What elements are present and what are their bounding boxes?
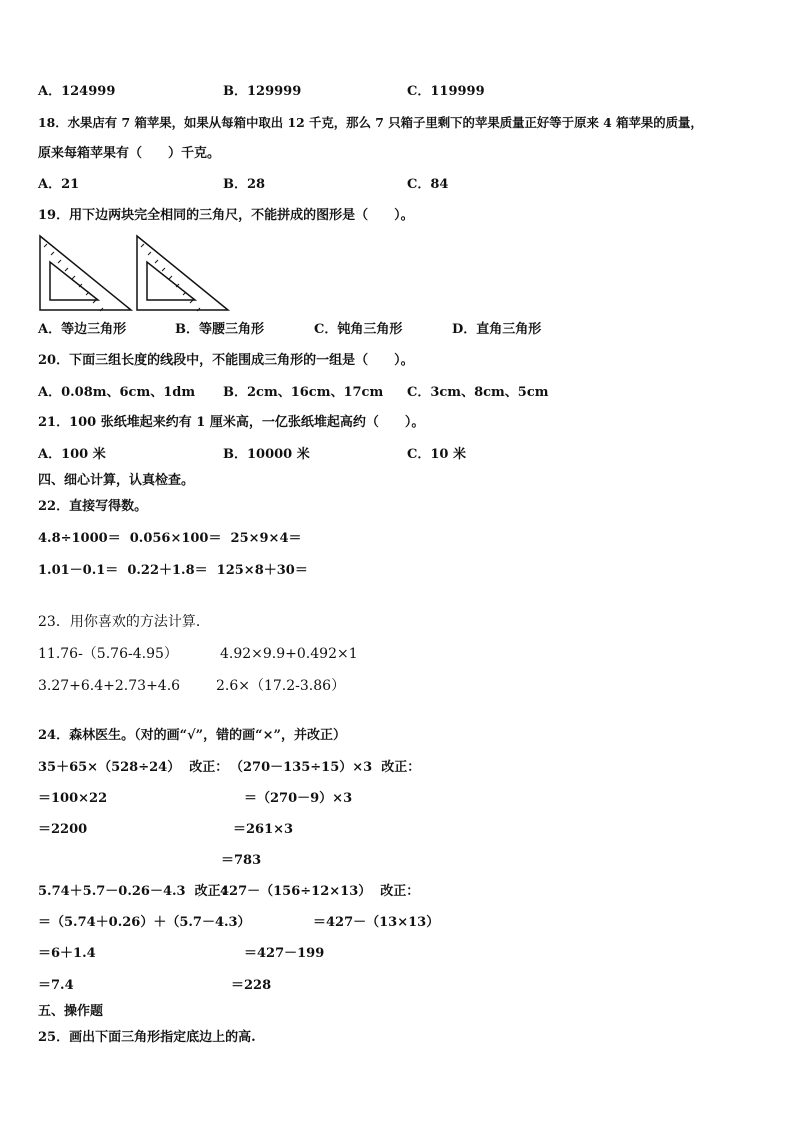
q24-problem2-line4: ＝783 — [221, 853, 262, 868]
q24-problem2-line1: （270－135÷15）×3 改正： — [230, 760, 421, 775]
q17-option-a: A．124999 — [38, 84, 116, 99]
q23-expression-2: 4.92×9.9+0.492×1 — [220, 646, 358, 662]
q24-problem4-line1: 427－（156÷12×13） 改正： — [220, 884, 420, 899]
q23-expression-4: 2.6×（17.2-3.86） — [216, 678, 346, 694]
q24-problem4-line2: ＝427－（13×13） — [313, 915, 440, 930]
q19-option-c: C．钝角三角形 — [314, 322, 403, 337]
q21-option-c: C．10 米 — [407, 447, 466, 462]
q18-option-b: B．28 — [223, 177, 266, 192]
q24-problem3-line4: ＝7.4 — [38, 978, 74, 993]
q24-problem2-line3: ＝261×3 — [233, 822, 294, 837]
q22-row1: 4.8÷1000＝ 0.056×100＝ 25×9×4＝ — [38, 531, 302, 546]
q17-option-b: B．129999 — [223, 84, 302, 99]
q19-option-d: D．直角三角形 — [452, 322, 542, 337]
q20-option-c: C．3cm、8cm、5cm — [407, 385, 549, 400]
q19-option-b: B．等腰三角形 — [175, 322, 264, 337]
q20-stem: 20．下面三组长度的线段中，不能围成三角形的一组是（ ）。 — [38, 353, 414, 368]
q23-stem: 23．用你喜欢的方法计算． — [38, 614, 210, 630]
q24-problem1-line3: ＝2200 — [38, 822, 88, 837]
section-4-heading: 四、细心计算，认真检查。 — [38, 473, 195, 488]
q21-stem: 21．100 张纸堆起来约有 1 厘米高，一亿张纸堆起高约（ ）。 — [38, 415, 425, 430]
q24-problem1-line1: 35＋65×（528÷24） 改正： — [38, 760, 229, 775]
q18-stem-line1: 18．水果店有 7 箱苹果，如果从每箱中取出 12 千克，那么 7 只箱子里剩下的苹果质量正好等于原来 4 箱苹果的质量， — [38, 115, 703, 130]
q22-stem: 22．直接写得数。 — [38, 499, 148, 514]
q18-stem-line2: 原来每箱苹果有（ ）千克。 — [38, 146, 221, 161]
set-square-image-right — [135, 234, 231, 312]
q21-option-b: B．10000 米 — [223, 447, 310, 462]
q19-option-a: A．等边三角形 — [38, 322, 127, 337]
q19-stem: 19．用下边两块完全相同的三角尺，不能拼成的图形是（ ）。 — [38, 208, 414, 223]
set-square-image-left — [38, 234, 134, 312]
q20-option-a: A．0.08m、6cm、1dm — [38, 385, 196, 400]
section-5-heading: 五、操作题 — [38, 1004, 104, 1019]
q25-stem: 25．画出下面三角形指定底边上的高. — [38, 1030, 256, 1045]
q20-option-b: B．2cm、16cm、17cm — [223, 385, 384, 400]
q24-problem2-line2: ＝（270－9）×3 — [244, 791, 353, 806]
q18-option-c: C．84 — [407, 177, 449, 192]
q24-problem1-line2: ＝100×22 — [38, 791, 108, 806]
q24-stem: 24．森林医生。（对的画“√”，错的画“×”，并改正） — [38, 728, 346, 743]
q24-problem4-line3: ＝427－199 — [244, 946, 325, 961]
q18-option-a: A．21 — [38, 177, 80, 192]
q24-problem3-line1: 5.74＋5.7－0.26－4.3 改正： — [38, 884, 234, 899]
q17-option-c: C．119999 — [407, 84, 485, 99]
q24-problem3-line3: ＝6＋1.4 — [38, 946, 96, 961]
q23-expression-3: 3.27+6.4+2.73+4.6 — [38, 678, 181, 694]
q23-expression-1: 11.76-（5.76-4.95） — [38, 646, 178, 662]
q24-problem4-line4: ＝228 — [231, 978, 272, 993]
q24-problem3-line2: ＝（5.74＋0.26）＋（5.7－4.3） — [38, 915, 251, 930]
q22-row2: 1.01－0.1＝ 0.22＋1.8＝ 125×8＋30＝ — [38, 563, 308, 578]
q21-option-a: A．100 米 — [38, 447, 106, 462]
